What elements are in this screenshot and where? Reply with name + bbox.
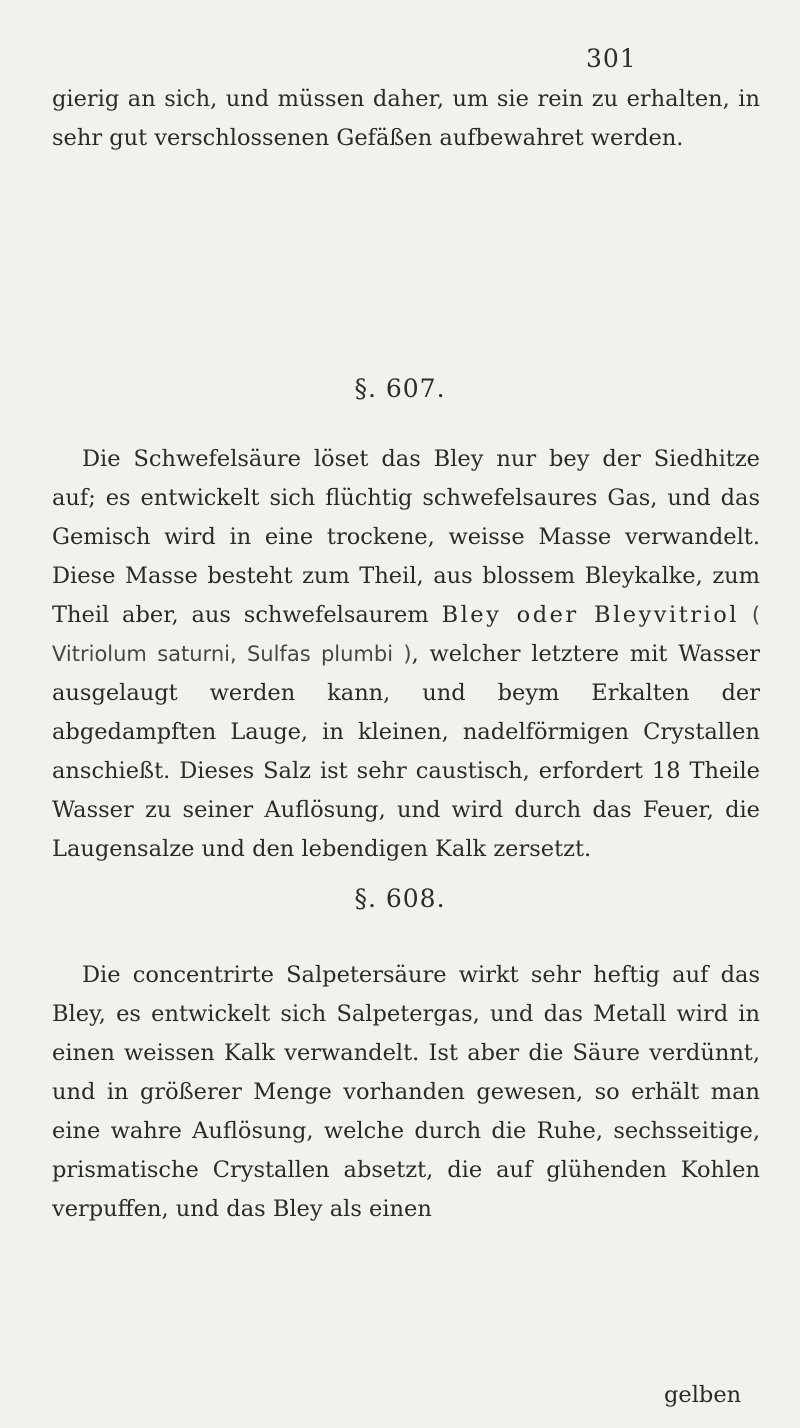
section-607-spaced-term: Bley oder Bleyvitriol [441,602,739,628]
section-607-latin-term: ( Vitriolum saturni, Sulfas plumbi ) [52,603,761,666]
section-heading-608: §. 608. [354,884,446,913]
section-heading-607: §. 607. [354,374,446,403]
section-607-paragraph [52,440,760,869]
continued-paragraph: gierig an sich, und müssen daher, um sie rein zu erhalten, in sehr gut verschlossenen Gefäßen aufbewahret werden. [52,86,760,151]
section-607-text-start: Die Schwefelsäure löset das Bley nur bey der Siedhitze auf; es entwickelt sich flüchtig schwefelsaures Gas, und das Gemisch wird in eine trockene, weisse Masse verwandelt. Diese Masse besteht zum Theil, aus blossem Bleykalke, zum Theil aber, aus schwefelsaurem [52,446,760,628]
section-608-paragraph: Die concentrirte Salpetersäure wirkt sehr heftig auf das Bley, es entwickelt sich Salpetergas, und das Metall wird in einen weissen Kalk verwandelt. Ist aber die Säure verdünnt, und in größerer Menge vorhanden gewesen, so erhält man eine wahre Auflösung, welche durch die Ruhe, sechsseitige, prismatische Crystallen absetzt, die auf glühenden Kohlen verpuffen, und das Bley als einen [52,962,760,1222]
catchword: gelben [664,1382,742,1408]
page-number: 301 [586,44,637,73]
section-607-text-end: , welcher letztere mit Wasser ausgelaugt werden kann, und beym Erkalten der abgedampften Lauge, in kleinen, nadelförmigen Crystallen anschießt. Dieses Salz ist sehr caustisch, erfordert 18 Theile Wasser zu seiner Auflösung, und wird durch das Feuer, die Laugensalze und den lebendigen Kalk zersetzt. [52,641,761,862]
